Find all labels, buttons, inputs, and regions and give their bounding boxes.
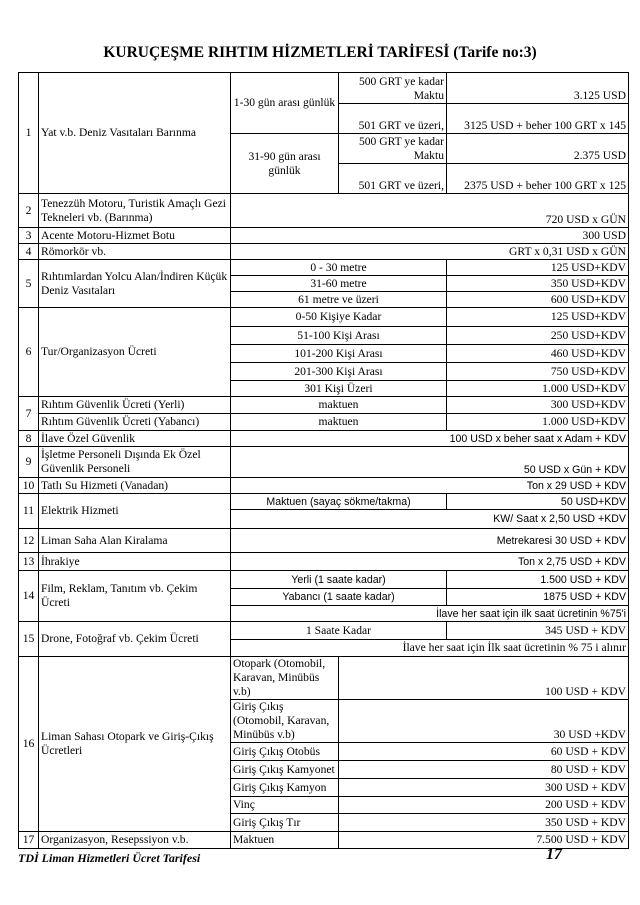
tier-label: 500 GRT ye kadar Maktu [339, 134, 447, 164]
period-label: 1-30 gün arası günlük [231, 73, 339, 134]
tier-label: Otopark (Otomobil, Karavan, Minübüs v.b) [231, 657, 339, 700]
service-price: GRT x 0,31 USD x GÜN [231, 244, 629, 260]
tier-label: maktuen [231, 414, 447, 431]
service-name: Drone, Fotoğraf vb. Çekim Ücreti [39, 622, 231, 657]
table-row [19, 308, 629, 327]
table-row [19, 622, 629, 640]
row-number: 17 [19, 832, 39, 849]
row-number: 7 [19, 397, 39, 431]
tier-price: 345 USD + KDV [447, 622, 629, 640]
row-number: 9 [19, 447, 39, 478]
tier-price: 60 USD + KDV [339, 743, 629, 761]
table-row [19, 431, 629, 447]
table-row [19, 478, 629, 494]
row-number: 14 [19, 571, 39, 622]
tier-price: 250 USD+KDV [447, 327, 629, 345]
table-row [19, 73, 629, 104]
service-price: Metrekaresi 30 USD + KDV [231, 529, 629, 553]
tier-note: İlave her saat için ilk saat ücretinin %75'i [231, 606, 629, 622]
service-name: Organizasyon, Resepssiyon v.b. [39, 832, 231, 849]
service-name: İlave Özel Güvenlik [39, 431, 231, 447]
tier-label: 61 metre ve üzeri [231, 292, 447, 308]
tier-price: 350 USD+KDV [447, 276, 629, 292]
service-name: Film, Reklam, Tanıtım vb. Çekim Ücreti [39, 571, 231, 622]
table-row [19, 832, 629, 849]
tier-label: 51-100 Kişi Arası [231, 327, 447, 345]
tier-price: 300 USD + KDV [339, 779, 629, 797]
row-number: 2 [19, 194, 39, 228]
tier-price: 600 USD+KDV [447, 292, 629, 308]
page-title: KURUÇEŞME RIHTIM HİZMETLERİ TARİFESİ (Tarife no:3) [103, 44, 537, 61]
tier-label: 101-200 Kişi Arası [231, 345, 447, 363]
service-name: Yat v.b. Deniz Vasıtaları Barınma [39, 73, 231, 194]
service-name: Römorkör vb. [39, 244, 231, 260]
service-price: 100 USD x beher saat x Adam + KDV [231, 431, 629, 447]
tier-label: 0 - 30 metre [231, 260, 447, 276]
footer-title: TDİ Liman Hizmetleri Ücret Tarifesi [18, 851, 201, 865]
tier-price: 1875 USD + KDV [447, 589, 629, 606]
tier-price: 50 USD+KDV [447, 494, 629, 510]
service-price: Ton x 2,75 USD + KDV [231, 553, 629, 571]
tier-label: Giriş Çıkış (Otomobil, Karavan, Minübüs v.b) [231, 700, 339, 743]
service-name: Tatlı Su Hizmeti (Vanadan) [39, 478, 231, 494]
tier-price: 460 USD+KDV [447, 345, 629, 363]
period-label: 31-90 gün arası günlük [231, 134, 339, 194]
tier-price: 350 USD + KDV [339, 814, 629, 832]
service-name: Rıhtımlardan Yolcu Alan/İndiren Küçük Deniz Vasıtaları [39, 260, 231, 308]
tier-label: 501 GRT ve üzeri, [339, 164, 447, 194]
page-number: 17 [546, 846, 562, 863]
service-price: 300 USD [231, 228, 629, 244]
row-number: 12 [19, 529, 39, 553]
table-row [19, 260, 629, 276]
tier-label: Maktuen [231, 832, 339, 849]
tier-label: 201-300 Kişi Arası [231, 363, 447, 381]
tier-price: 300 USD+KDV [447, 397, 629, 414]
tier-price: 3125 USD + beher 100 GRT x 145 [447, 104, 629, 134]
service-name: Liman Saha Alan Kiralama [39, 529, 231, 553]
tier-label: Yerli (1 saate kadar) [231, 571, 447, 589]
row-number: 15 [19, 622, 39, 657]
row-number: 1 [19, 73, 39, 194]
tier-price: 30 USD +KDV [339, 700, 629, 743]
tier-price: 1.000 USD+KDV [447, 414, 629, 431]
row-number: 11 [19, 494, 39, 529]
tier-price: 125 USD+KDV [447, 308, 629, 327]
tier-price: 750 USD+KDV [447, 363, 629, 381]
tier-price: 200 USD + KDV [339, 797, 629, 814]
service-name: İhrakiye [39, 553, 231, 571]
tier-label: Giriş Çıkış Kamyon [231, 779, 339, 797]
row-number: 8 [19, 431, 39, 447]
service-name: Tur/Organizasyon Ücreti [39, 308, 231, 397]
tier-price: 80 USD + KDV [339, 761, 629, 779]
table-row [19, 494, 629, 510]
tier-price: 1.500 USD + KDV [447, 571, 629, 589]
row-number: 6 [19, 308, 39, 397]
tier-price: KW/ Saat x 2,50 USD +KDV [231, 510, 629, 529]
service-name: Liman Sahası Otopark ve Giriş-Çıkış Ücretleri [39, 657, 231, 832]
table-row [19, 244, 629, 260]
service-name: Rıhtım Güvenlik Ücreti (Yabancı) [39, 414, 231, 431]
table-row [19, 571, 629, 589]
tier-price: 2375 USD + beher 100 GRT x 125 [447, 164, 629, 194]
tier-label: Yabancı (1 saate kadar) [231, 589, 447, 606]
tier-label: Maktuen (sayaç sökme/takma) [231, 494, 447, 510]
service-name: Tenezzüh Motoru, Turistik Amaçlı Gezi Tekneleri vb. (Barınma) [39, 194, 231, 228]
tier-label: 501 GRT ve üzeri, [339, 104, 447, 134]
service-name: Rıhtım Güvenlik Ücreti (Yerli) [39, 397, 231, 414]
tier-price: 2.375 USD [447, 134, 629, 164]
service-price: 720 USD x GÜN [231, 194, 629, 228]
tier-price: 1.000 USD+KDV [447, 381, 629, 397]
row-number: 3 [19, 228, 39, 244]
tier-label: 500 GRT ye kadar Maktu [339, 73, 447, 104]
tier-label: maktuen [231, 397, 447, 414]
tariff-table [18, 72, 629, 849]
tier-label: 301 Kişi Üzeri [231, 381, 447, 397]
tier-price: 125 USD+KDV [447, 260, 629, 276]
table-row [19, 397, 629, 414]
tier-label: 1 Saate Kadar [231, 622, 447, 640]
row-number: 16 [19, 657, 39, 832]
service-name: Elektrik Hizmeti [39, 494, 231, 529]
service-name: İşletme Personeli Dışında Ek Özel Güvenlik Personeli [39, 447, 231, 478]
tier-label: Giriş Çıkış Otobüs [231, 743, 339, 761]
tier-price: 7.500 USD + KDV [339, 832, 629, 849]
table-row [19, 414, 629, 431]
table-row [19, 657, 629, 700]
tier-price: 100 USD + KDV [339, 657, 629, 700]
tier-price: 3.125 USD [447, 73, 629, 104]
table-row [19, 553, 629, 571]
tier-label: 31-60 metre [231, 276, 447, 292]
service-price: Ton x 29 USD + KDV [231, 478, 629, 494]
table-row [19, 228, 629, 244]
service-name: Acente Motoru-Hizmet Botu [39, 228, 231, 244]
table-row [19, 194, 629, 228]
service-price: 50 USD x Gün + KDV [231, 447, 629, 478]
row-number: 13 [19, 553, 39, 571]
row-number: 5 [19, 260, 39, 308]
table-row [19, 447, 629, 478]
tier-note: İlave her saat için İlk saat ücretinin % 75 i alınır [231, 640, 629, 657]
tier-label: 0-50 Kişiye Kadar [231, 308, 447, 327]
row-number: 4 [19, 244, 39, 260]
table-row [19, 529, 629, 553]
row-number: 10 [19, 478, 39, 494]
tier-label: Giriş Çıkış Tır [231, 814, 339, 832]
tier-label: Vinç [231, 797, 339, 814]
tier-label: Giriş Çıkış Kamyonet [231, 761, 339, 779]
